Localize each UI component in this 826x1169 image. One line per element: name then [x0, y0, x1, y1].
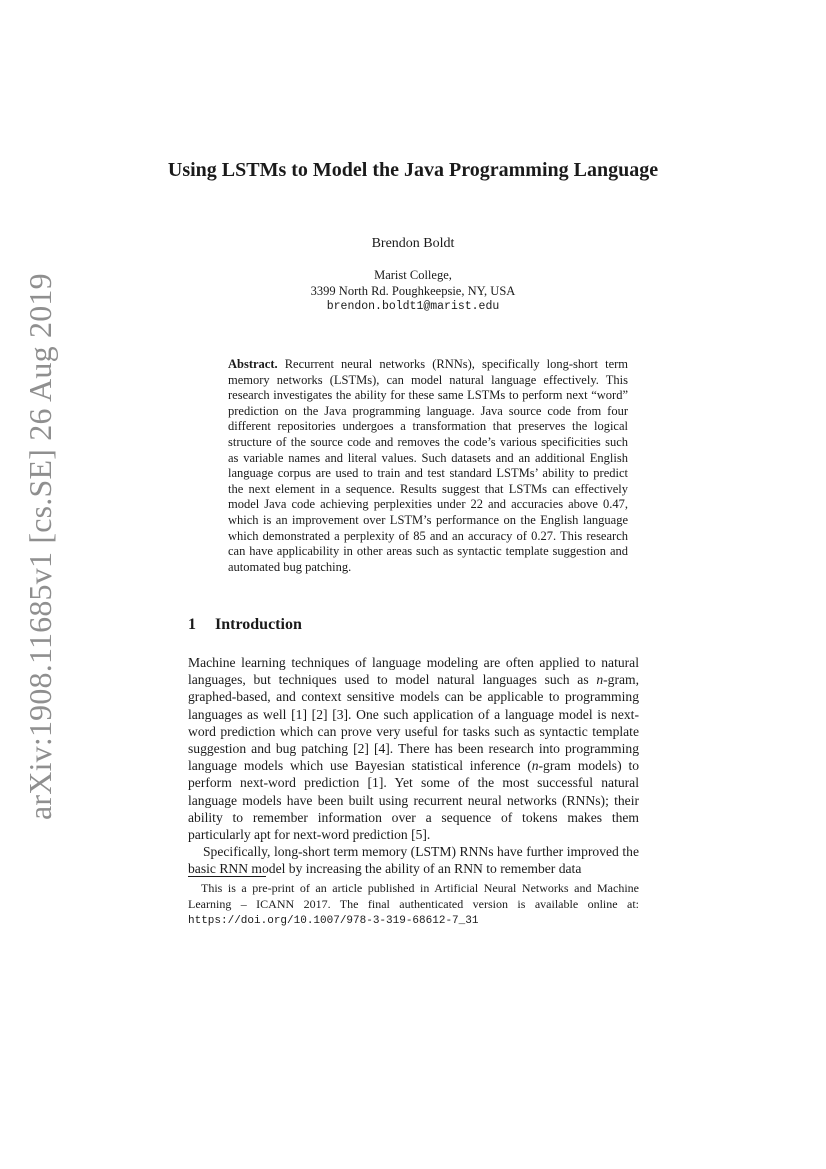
paragraph: [188, 654, 639, 843]
math-n: n: [531, 758, 539, 774]
abstract: [228, 357, 628, 575]
arxiv-stamp: arXiv:1908.11685v1 [cs.SE] 26 Aug 2019: [22, 273, 58, 820]
affiliation-block: [150, 267, 676, 315]
affiliation-address: 3399 North Rd. Poughkeepsie, NY, USA: [310, 284, 516, 298]
author-email[interactable]: brendon.boldt1@marist.edu: [326, 300, 500, 313]
affiliation-institution: Marist College,: [374, 268, 452, 282]
paragraph: Specifically, long-short term memory (LSTM) RNNs have further improved the basic RNN model by increasing the ability of an RNN to remember data: [188, 844, 639, 877]
math-n: n: [596, 672, 604, 688]
paragraph-text: Machine learning techniques of language modeling are often applied to natural languages, but techniques used to model natural languages such as: [188, 655, 639, 688]
abstract-text: Recurrent neural networks (RNNs), specifically long-short term memory networks (LSTMs), can model natural language effectively. This research investigates the ability for these same LSTMs to perform next “word” prediction on the Java programming language. Java source code from four different repositories undergoes a transformation that preserves the logical structure of the source code and removes the code’s various specificities such as variable names and literal values. Such datasets and an additional English language corpus are used to train and test standard LSTMs’ ability to predict the next element in a sequence. Results suggest that LSTMs can effectively model Java code achieving perplexities under 22 and accuracies above 0.47, which is an improvement over LSTM’s performance on the English language which demonstrated a perplexity of 85 and an accuracy of 0.27. This research can have applicability in other areas such as syntactic template suggestion and automated bug patching.: [228, 357, 628, 574]
paragraph-text: -gram, graphed-based, and context sensitive models can be applicable to programming languages as well [1] [2] [3]. One such application of a language model is next-word prediction which can prove very useful for tasks such as syntactic template suggestion and bug patching [2] [4]. There has been research into programming language models which use Bayesian statistical inference (: [188, 672, 639, 774]
paragraph-text: -gram models) to perform next-word prediction [1]. Yet some of the most successful natural language models have been built using recurrent neural networks (RNNs); their ability to remember information over a sequence of tokens makes them particularly apt for next-word prediction [5].: [188, 758, 640, 843]
footnote: [188, 881, 639, 930]
author-name: Brendon Boldt: [371, 236, 455, 251]
paper-title: Using LSTMs to Model the Java Programming Language: [167, 159, 659, 181]
section-body: [188, 654, 639, 878]
doi-link[interactable]: https://doi.org/10.1007/978-3-319-68612-7_31: [188, 915, 479, 928]
section-heading: [188, 615, 638, 635]
section-number: 1: [188, 616, 196, 633]
section-title: Introduction: [215, 616, 302, 633]
footnote-text: This is a pre-print of an article published in Artificial Neural Networks and Machine Learning – ICANN 2017. The final authenticated version is available online at:: [188, 881, 639, 911]
abstract-label: Abstract.: [228, 357, 278, 371]
footnote-rule: [188, 876, 266, 877]
